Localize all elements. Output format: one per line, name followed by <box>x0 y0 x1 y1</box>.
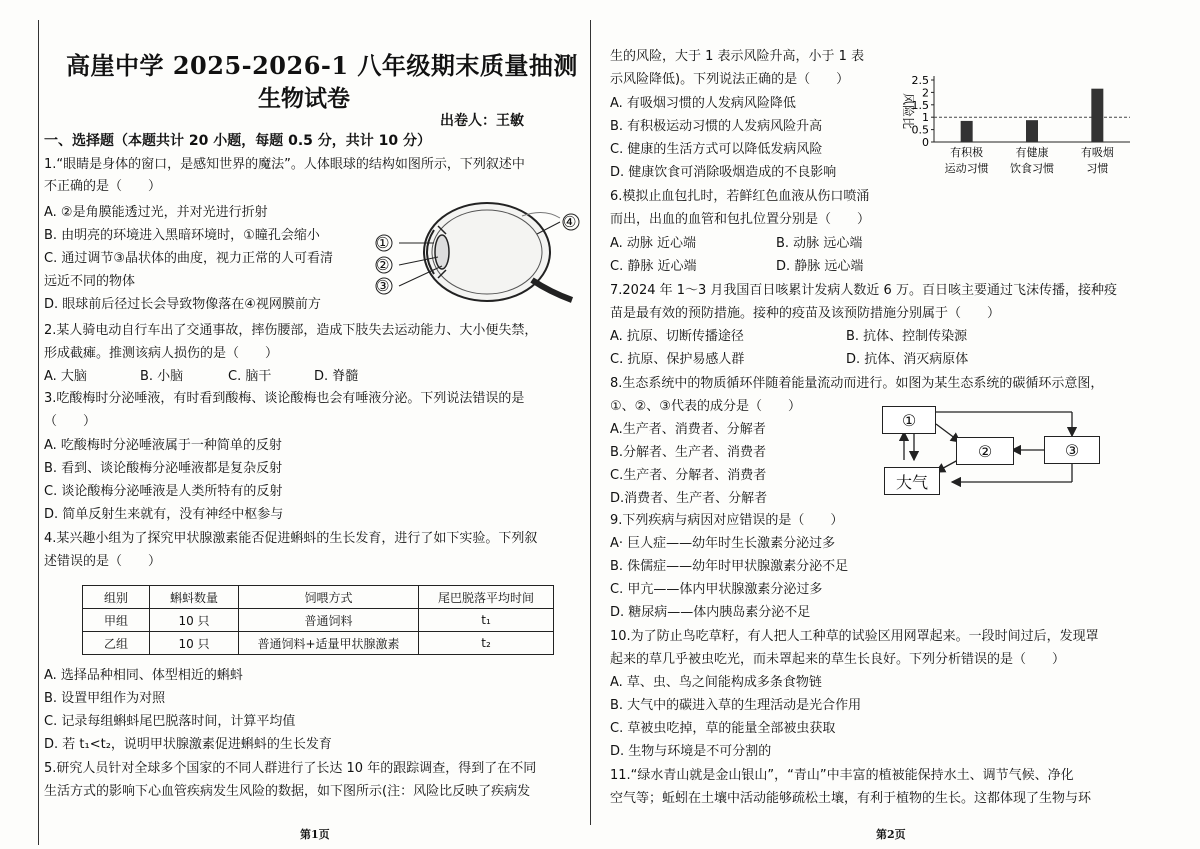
q4-stem: 4.某兴趣小组为了探究甲状腺激素能否促进蝌蚪的生长发育，进行了如下实验。下列叙 <box>44 531 538 546</box>
chart-bar <box>1026 120 1038 142</box>
q6-option-d: D. 静脉 远心端 <box>776 259 864 274</box>
chart-y-tick-label: 0.5 <box>911 123 929 137</box>
chart-y-tick-label: 1 <box>922 111 929 125</box>
carbon-node-1: ① <box>882 406 936 434</box>
eye-label-2: ② <box>376 256 390 274</box>
q5-stem: 生活方式的影响下心血管疾病发生风险的数据，如下图所示(注：风险比反映了疾病发 <box>44 784 531 799</box>
q9-stem: 9.下列疾病与病因对应错误的是（ ） <box>610 513 844 528</box>
table-cell: t₂ <box>419 632 554 655</box>
chart-x-tick-label: 饮食习惯 <box>1010 162 1054 175</box>
q2-option-d: D. 脊髓 <box>314 369 359 384</box>
q2-option-c: C. 脑干 <box>228 369 272 384</box>
q9-option-d: D. 糖尿病——体内胰岛素分泌不足 <box>610 605 811 620</box>
chart-bar <box>961 121 973 142</box>
q2-option-b: B. 小脑 <box>140 369 184 384</box>
q3-stem: （ ） <box>44 414 97 429</box>
q8-stem: ①、②、③代表的成分是（ ） <box>610 399 801 414</box>
chart-x-tick-label: 有吸烟 <box>1080 146 1114 159</box>
table-header-row <box>83 586 554 609</box>
q4-option-a: A. 选择品种相同、体型相近的蝌蚪 <box>44 668 243 683</box>
q5-option-c: C. 健康的生活方式可以降低发病风险 <box>610 142 823 157</box>
q1-option-d: D. 眼球前后径过长会导致物像落在④视网膜前方 <box>44 297 321 312</box>
q6-stem: 6.模拟止血包扎时，若鲜红色血液从伤口喷涌 <box>610 189 870 204</box>
table-cell: t₁ <box>419 609 554 632</box>
table-row <box>83 609 554 632</box>
q5-option-d: D. 健康饮食可消除吸烟造成的不良影响 <box>610 165 837 180</box>
q6-option-c: C. 静脉 近心端 <box>610 259 697 274</box>
q4-option-d: D. 若 t₁<t₂，说明甲状腺激素促进蝌蚪的生长发育 <box>44 737 332 752</box>
q5-stem: 5.研究人员针对全球多个国家的不同人群进行了长达 10 年的跟踪调查，得到了在不同 <box>44 761 537 776</box>
q8-option-b: B.分解者、生产者、消费者 <box>610 445 767 460</box>
q6-option-a: A. 动脉 近心端 <box>610 236 697 251</box>
eye-label-3: ③ <box>376 277 390 295</box>
q10-option-d: D. 生物与环境是不可分割的 <box>610 744 772 759</box>
q7-stem: 苗是最有效的预防措施。接种的疫苗及该预防措施分别属于（ ） <box>610 306 1001 321</box>
q3-option-d: D. 简单反射生来就有，没有神经中枢参与 <box>44 507 284 522</box>
chart-bar <box>1091 89 1103 142</box>
q10-option-c: C. 草被虫吃掉，草的能量全部被虫获取 <box>610 721 836 736</box>
q10-stem: 10.为了防止鸟吃草籽，有人把人工种草的试验区用网罩起来。一段时间过后，发现罩 <box>610 629 1099 644</box>
eyeball-diagram <box>372 196 588 308</box>
q1-option-a: A. ②是角膜能透过光，并对光进行折射 <box>44 205 268 220</box>
table-cell: 甲组 <box>83 609 150 632</box>
q5-stem-cont: 生的风险，大于 1 表示风险升高，小于 1 表 <box>610 49 865 64</box>
table-cell: 10 只 <box>150 609 239 632</box>
q8-option-d: D.消费者、生产者、分解者 <box>610 491 768 506</box>
exam-author: 出卷人：王敏 <box>440 113 524 129</box>
chart-x-tick-label: 有健康 <box>1015 146 1049 159</box>
q10-stem: 起来的草几乎被虫吃光，而未罩起来的草生长良好。下列分析错误的是（ ） <box>610 652 1066 667</box>
q5-option-b: B. 有积极运动习惯的人发病风险升高 <box>610 119 823 134</box>
chart-x-tick-label: 运动习惯 <box>944 162 989 175</box>
q11-stem: 11.“绿水青山就是金山银山”，“青山”中丰富的植被能保持水土、调节气候、净化 <box>610 768 1074 783</box>
page-number-2: 第2页 <box>876 828 906 841</box>
chart-y-tick-label: 2 <box>922 86 929 100</box>
q2-option-a: A. 大脑 <box>44 369 87 384</box>
q8-stem: 8.生态系统中的物质循环伴随着能量流动而进行。如图为某生态系统的碳循环示意图， <box>610 376 1104 391</box>
table-row <box>83 632 554 655</box>
exam-title-line1: 高崖中学 2025-2026-1 八年级期末质量抽测 <box>66 51 578 80</box>
experiment-table <box>82 585 554 655</box>
carbon-node-2: ② <box>956 437 1014 465</box>
q2-stem: 2.某人骑电动自行车出了交通事故，摔伤腰部，造成下肢失去运动能力、大小便失禁， <box>44 323 538 338</box>
q4-option-c: C. 记录每组蝌蚪尾巴脱落时间，计算平均值 <box>44 714 296 729</box>
q7-option-a: A. 抗原、切断传播途径 <box>610 329 744 344</box>
q6-stem: 而出，出血的血管和包扎位置分别是（ ） <box>610 212 871 227</box>
table-cell: 普通饲料+适量甲状腺激素 <box>239 632 419 655</box>
q3-option-a: A. 吃酸梅时分泌唾液属于一种简单的反射 <box>44 438 282 453</box>
q7-stem: 7.2024 年 1～3 月我国百日咳累计发病人数近 6 万。百日咳主要通过飞沫传播，接种疫 <box>610 283 1117 298</box>
chart-x-tick-label: 有积极 <box>950 146 984 159</box>
q5-stem-cont: 示风险降低)。下列说法正确的是（ ） <box>610 72 850 87</box>
q9-option-c: C. 甲亢——体内甲状腺激素分泌过多 <box>610 582 823 597</box>
q1-option-c-cont: 远近不同的物体 <box>44 274 136 289</box>
page-number-1: 第1页 <box>300 828 330 841</box>
q11-stem: 空气等；蚯蚓在土壤中活动能够疏松土壤，有利于植物的生长。这都体现了生物与环 <box>610 791 1092 806</box>
q3-option-c: C. 谈论酸梅分泌唾液是人类所特有的反射 <box>44 484 283 499</box>
q9-option-b: B. 侏儒症——幼年时甲状腺激素分泌不足 <box>610 559 849 574</box>
q1-stem: 1.“眼睛是身体的窗口，是感知世界的魔法”。人体眼球的结构如图所示，下列叙述中 <box>44 157 525 172</box>
table-header-cell: 饲喂方式 <box>239 586 419 609</box>
table-cell: 乙组 <box>83 632 150 655</box>
q7-option-c: C. 抗原、保护易感人群 <box>610 352 745 367</box>
q5-option-a: A. 有吸烟习惯的人发病风险降低 <box>610 96 796 111</box>
q1-option-b: B. 由明亮的环境进入黑暗环境时，①瞳孔会缩小 <box>44 228 320 243</box>
q8-option-a: A.生产者、消费者、分解者 <box>610 422 766 437</box>
q3-stem: 3.吃酸梅时分泌唾液，有时看到酸梅、谈论酸梅也会有唾液分泌。下列说法错误的是 <box>44 391 525 406</box>
q2-stem: 形成截瘫。推测该病人损伤的是（ ） <box>44 346 279 361</box>
chart-y-tick-label: 0 <box>922 136 929 149</box>
q1-option-c: C. 通过调节③晶状体的曲度，视力正常的人可看清 <box>44 251 333 266</box>
q8-option-c: C.生产者、分解者、消费者 <box>610 468 767 483</box>
q4-stem: 述错误的是（ ） <box>44 554 162 569</box>
carbon-node-3: ③ <box>1044 436 1100 464</box>
q7-option-d: D. 抗体、消灭病原体 <box>846 352 969 367</box>
q4-option-b: B. 设置甲组作为对照 <box>44 691 166 706</box>
chart-y-axis-label: 风险比 <box>901 92 915 130</box>
table-header-cell: 蝌蚪数量 <box>150 586 239 609</box>
eye-label-1: ① <box>376 234 390 252</box>
risk-ratio-chart <box>890 72 1140 180</box>
chart-y-tick-label: 2.5 <box>911 74 929 87</box>
q1-stem: 不正确的是（ ） <box>44 179 162 194</box>
eye-label-4: ④ <box>563 213 577 231</box>
q10-option-a: A. 草、虫、鸟之间能构成多条食物链 <box>610 675 822 690</box>
center-divider-line <box>590 20 591 825</box>
q7-option-b: B. 抗体、控制传染源 <box>846 329 968 344</box>
carbon-node-air: 大气 <box>884 467 940 495</box>
q3-option-b: B. 看到、谈论酸梅分泌唾液都是复杂反射 <box>44 461 283 476</box>
chart-x-tick-label: 习惯 <box>1086 162 1109 175</box>
q9-option-a: A· 巨人症——幼年时生长激素分泌过多 <box>610 536 836 551</box>
left-margin-line <box>38 20 39 845</box>
chart-y-tick-label: 1.5 <box>911 98 929 112</box>
q6-option-b: B. 动脉 远心端 <box>776 236 863 251</box>
q10-option-b: B. 大气中的碳进入草的生理活动是光合作用 <box>610 698 862 713</box>
table-cell: 10 只 <box>150 632 239 655</box>
exam-title-line2: 生物试卷 <box>258 85 350 112</box>
table-cell: 普通饲料 <box>239 609 419 632</box>
table-header-cell: 组别 <box>83 586 150 609</box>
table-header-cell: 尾巴脱落平均时间 <box>419 586 554 609</box>
section1-heading: 一、选择题（本题共计 20 小题，每题 0.5 分，共计 10 分） <box>44 133 432 149</box>
